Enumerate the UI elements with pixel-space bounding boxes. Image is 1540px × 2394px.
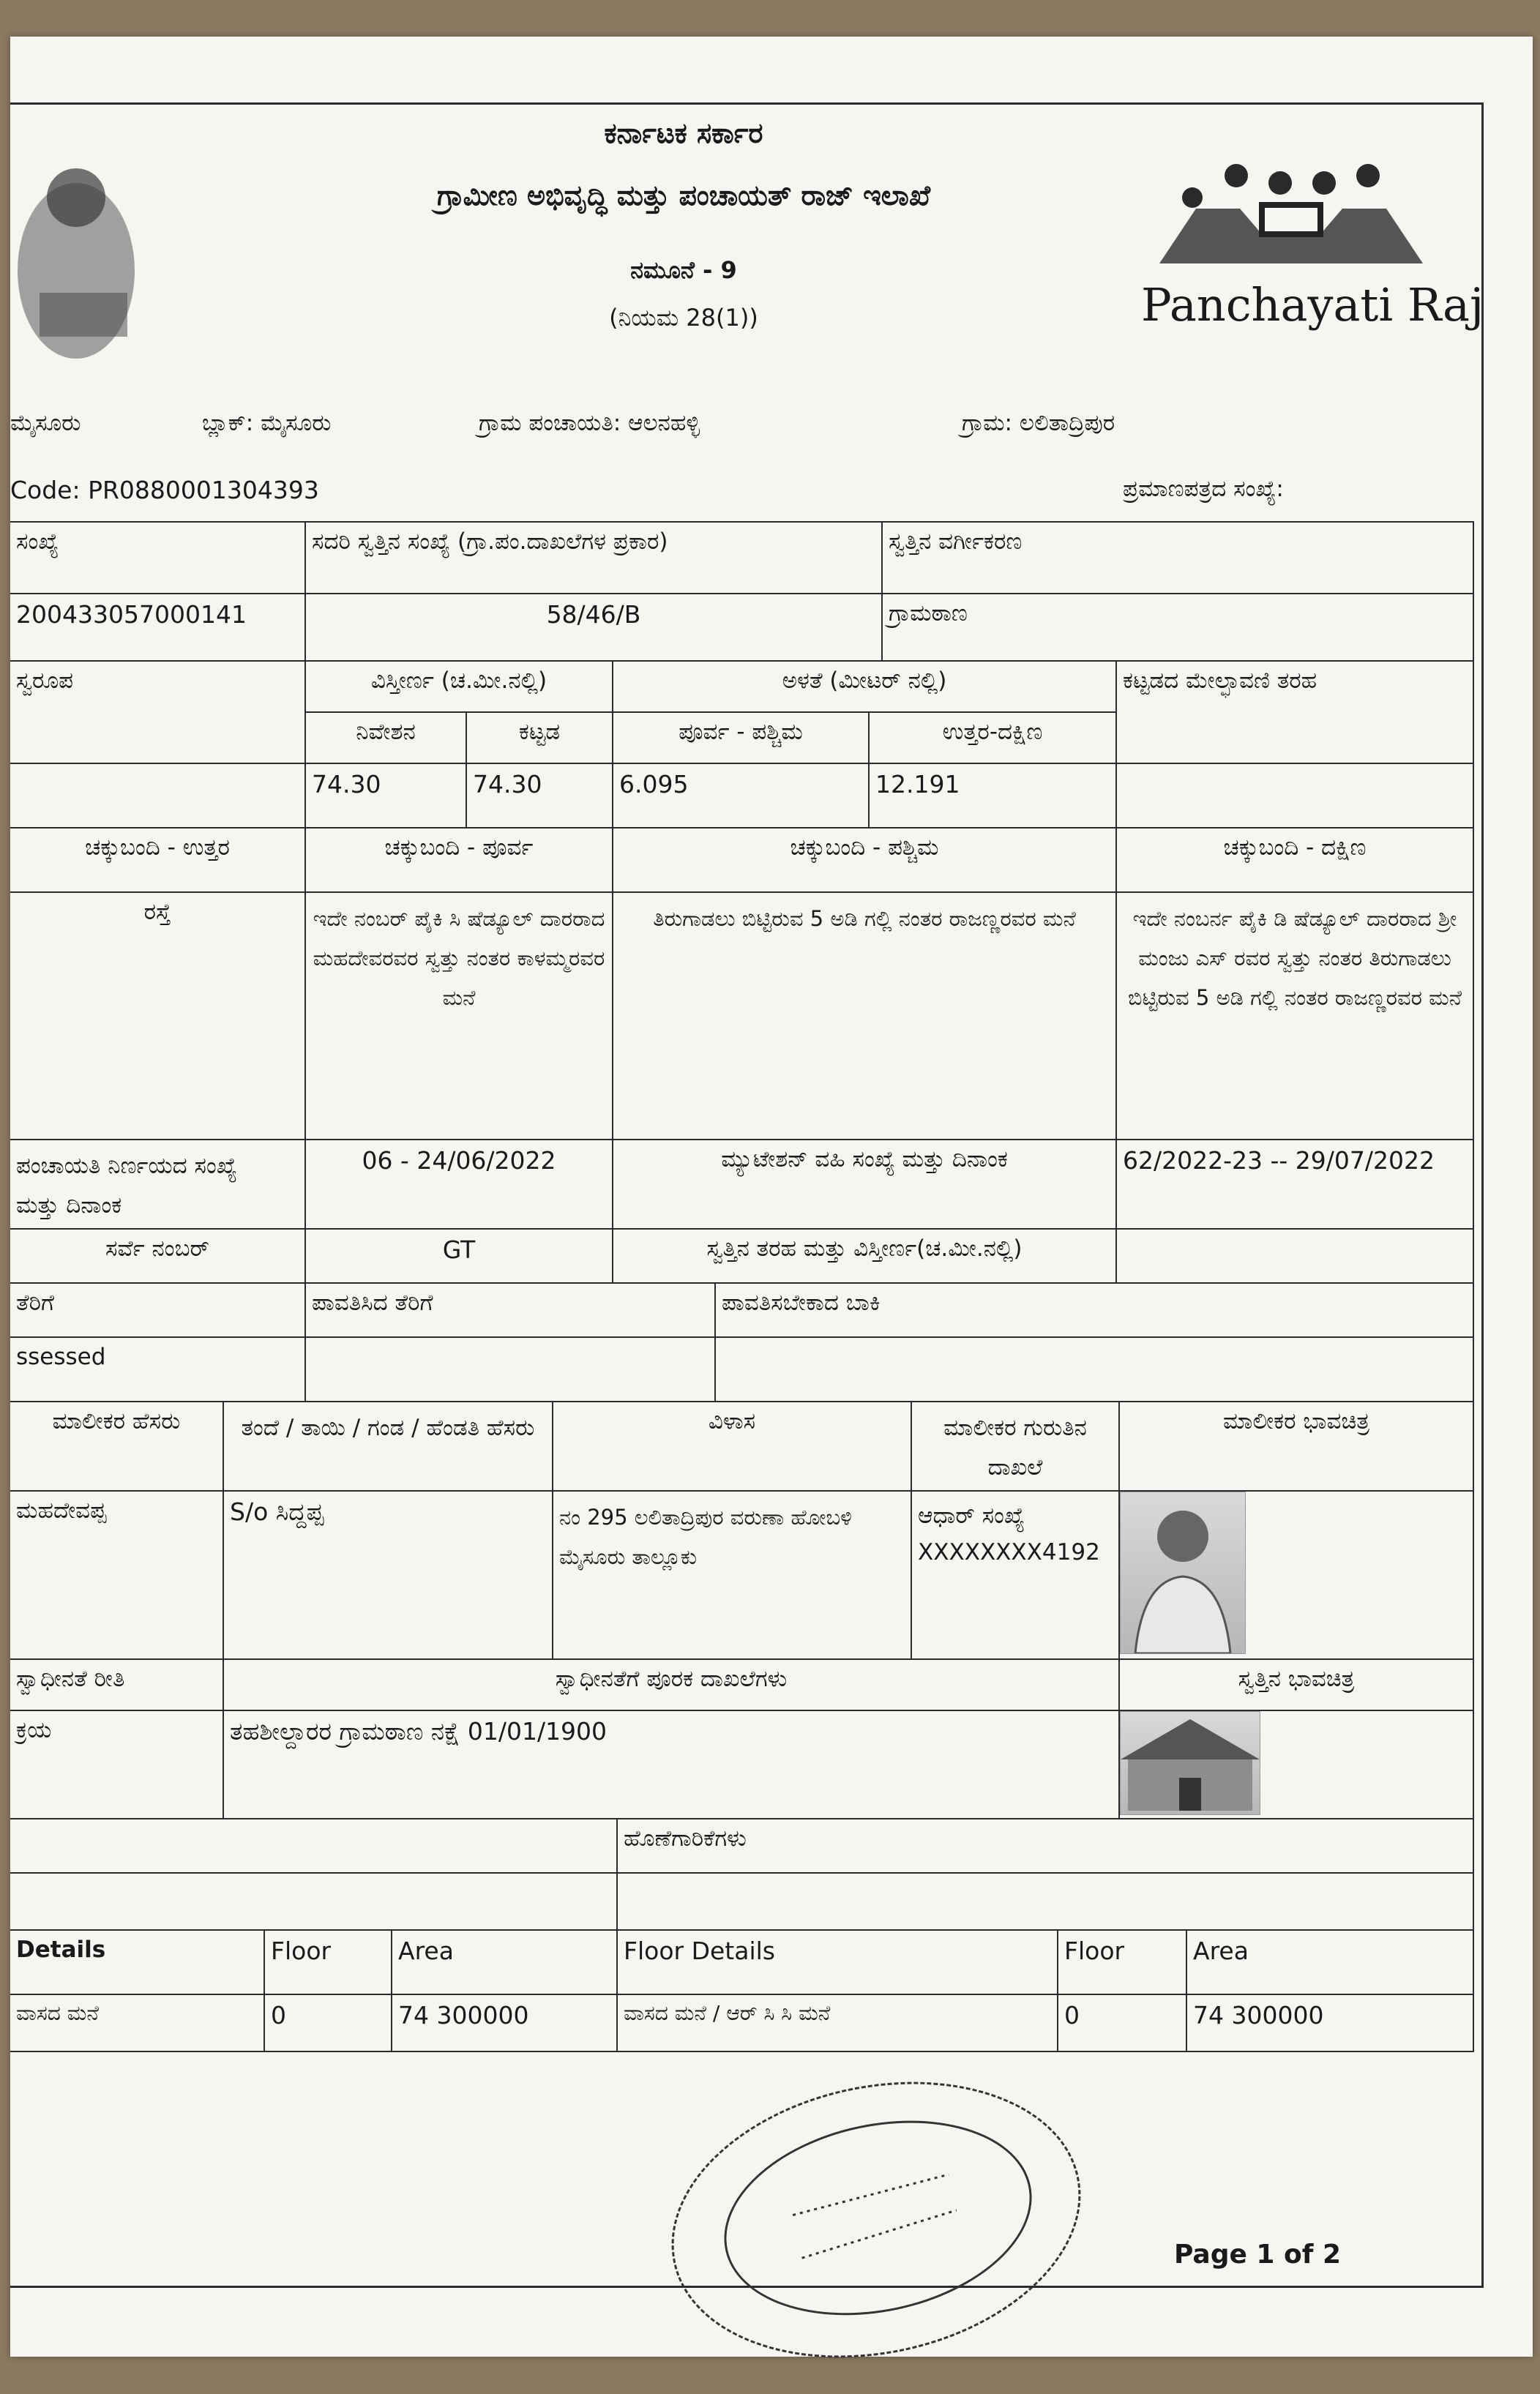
survey-label: ಸರ್ವೆ ನಂಬರ್ bbox=[10, 1228, 306, 1284]
owner-address-label: ವಿಳಾಸ bbox=[552, 1401, 912, 1492]
north-south-label: ಉತ್ತರ-ದಕ್ಷಿಣ bbox=[868, 711, 1117, 764]
house-icon bbox=[1121, 1712, 1260, 1814]
property-photo-label: ಸ್ವತ್ತಿನ ಭಾವಚಿತ್ರ bbox=[1118, 1658, 1474, 1711]
resolution-label-line-2: ಮತ್ತು ದಿನಾಂಕ bbox=[16, 1192, 122, 1219]
right-floor-value: 0 bbox=[1057, 1994, 1187, 2052]
right-floor-detail: ವಾಸದ ಮನೆ / ಆರ್ ಸಿ ಸಿ ಮನೆ bbox=[616, 1994, 1058, 2052]
possession-docs-label: ಸ್ವಾಧೀನತೆಗೆ ಪೂರಕ ದಾಖಲೆಗಳು bbox=[223, 1658, 1120, 1711]
liabilities-left-value bbox=[10, 1872, 618, 1931]
panchayati-raj-logo-icon bbox=[1152, 154, 1430, 263]
panchayat-code: Code: PR0880001304393 bbox=[10, 476, 319, 504]
left-area-value: 74 300000 bbox=[391, 1994, 618, 2052]
boundary-north-value: ರಸ್ತೆ bbox=[10, 891, 306, 1140]
gram-panchayat: ಗ್ರಾಮ ಪಂಚಾಯತಿ: ಆಲನಹಳ್ಳಿ bbox=[479, 410, 700, 436]
tax-due-value bbox=[714, 1336, 1474, 1402]
left-floor-detail: ವಾಸದ ಮನೆ bbox=[10, 1994, 265, 2052]
left-floor-value: 0 bbox=[263, 1994, 392, 2052]
mutation-label: ಮ್ಯುಟೇಶನ್ ವಹಿ ಸಂಖ್ಯೆ ಮತ್ತು ದಿನಾಂಕ bbox=[612, 1139, 1117, 1230]
right-area-value: 74 300000 bbox=[1186, 1994, 1474, 2052]
property-number-label: ಸದರಿ ಸ್ವತ್ತಿನ ಸಂಖ್ಯೆ (ಗ್ರಾ.ಪಂ.ದಾಖಲೆಗಳ ಪ್ರಕಾರ) bbox=[304, 521, 883, 594]
boundary-east-label: ಚಕ್ಕುಬಂದಿ - ಪೂರ್ವ bbox=[304, 827, 613, 893]
tax-paid-label: ಪಾವತಿಸಿದ ತೆರಿಗೆ bbox=[304, 1282, 716, 1338]
boundary-south-label: ಚಕ್ಕುಬಂದಿ - ದಕ್ಷಿಣ bbox=[1115, 827, 1474, 893]
person-icon bbox=[1121, 1492, 1245, 1653]
certificate-number-label: ಪ್ರಮಾಣಪತ್ರದ ಸಂಖ್ಯೆ: bbox=[1123, 476, 1284, 502]
right-area-header: Area bbox=[1186, 1929, 1474, 1995]
property-photo-cell bbox=[1118, 1710, 1474, 1819]
survey-value: GT bbox=[304, 1228, 613, 1284]
owner-name: ಮಹದೇವಪ್ಪ bbox=[10, 1490, 224, 1660]
dimensions-value-spacer bbox=[10, 763, 306, 828]
property-type-value bbox=[1115, 1228, 1474, 1284]
liabilities-spacer bbox=[10, 1818, 618, 1874]
logo-text: Panchayati Raj bbox=[1141, 278, 1484, 332]
property-id-value: 200433057000141 bbox=[10, 593, 306, 662]
mutation-value: 62/2022-23 -- 29/07/2022 bbox=[1115, 1139, 1474, 1230]
boundary-west-label: ಚಕ್ಕುಬಂದಿ - ಪಶ್ಚಿಮ bbox=[612, 827, 1117, 893]
boundary-north-label: ಚಕ್ಕುಬಂದಿ - ಉತ್ತರ bbox=[10, 827, 306, 893]
resolution-value: 06 - 24/06/2022 bbox=[304, 1139, 613, 1230]
owner-photo bbox=[1120, 1492, 1246, 1654]
site-area-value: 74.30 bbox=[304, 763, 467, 828]
building-area-label: ಕಟ್ಟಡ bbox=[466, 711, 613, 764]
property-type-label: ಸ್ವತ್ತಿನ ತರಹ ಮತ್ತು ವಿಸ್ತೀರ್ಣ(ಚ.ಮೀ.ನಲ್ಲಿ) bbox=[612, 1228, 1117, 1284]
owner-address: ನಂ 295 ಲಲಿತಾದ್ರಿಪುರ ವರುಣಾ ಹೋಬಳಿ ಮೈಸೂರು ತಾಲ್ಲೂಕು bbox=[552, 1490, 912, 1660]
karnataka-emblem-icon bbox=[10, 117, 179, 381]
tax-assessed: ssessed bbox=[10, 1336, 306, 1402]
right-floor-header: Floor bbox=[1057, 1929, 1187, 1995]
resolution-label bbox=[10, 1139, 306, 1230]
property-class-label: ಸ್ವತ್ತಿನ ವರ್ಗೀಕರಣ bbox=[881, 521, 1474, 594]
possession-mode-value: ಕ್ರಯ bbox=[10, 1710, 224, 1819]
site-area-label: ನಿವೇಶನ bbox=[304, 711, 467, 764]
north-south-value: 12.191 bbox=[868, 763, 1117, 828]
boundary-east-value: ಇದೇ ನಂಬರ್ ಪೈಕಿ ಸಿ ಷೆಡ್ಯೂಲ್ ದಾರರಾದ ಮಹದೇವರವರ ಸ್ವತ್ತು ನಂತರ ಕಾಳಮ್ಮರವರ ಮನೆ bbox=[304, 891, 613, 1140]
possession-mode-label: ಸ್ವಾಧೀನತೆ ರೀತಿ bbox=[10, 1658, 224, 1711]
owner-photo-cell bbox=[1118, 1490, 1474, 1660]
owner-id-type: ಆಧಾರ್ ಸಂಖ್ಯೆ bbox=[918, 1503, 1025, 1529]
govt-title: ಕರ್ನಾಟಕ ಸರ್ಕಾರ bbox=[604, 117, 763, 149]
liabilities-value bbox=[616, 1872, 1474, 1931]
property-id-label: ಸಂಖ್ಯೆ bbox=[10, 521, 306, 594]
property-photo bbox=[1120, 1711, 1260, 1815]
owner-relation-label: ತಂದೆ / ತಾಯಿ / ಗಂಡ / ಹೆಂಡತಿ ಹೆಸರು bbox=[223, 1401, 553, 1492]
department-title: ಗ್ರಾಮೀಣ ಅಭಿವೃದ್ಧಿ ಮತ್ತು ಪಂಚಾಯತ್ ರಾಜ್ ಇಲಾಖೆ bbox=[436, 179, 931, 212]
east-west-label: ಪೂರ್ವ - ಪಶ್ಚಿಮ bbox=[612, 711, 870, 764]
building-area-value: 74.30 bbox=[466, 763, 613, 828]
owner-id-cell bbox=[911, 1490, 1120, 1660]
left-area-header: Area bbox=[391, 1929, 618, 1995]
village: ಗ್ರಾಮ: ಲಲಿತಾದ್ರಿಪುರ bbox=[962, 410, 1115, 436]
tax-label: ತೆರಿಗೆ bbox=[10, 1282, 306, 1338]
district: ಮೈಸೂರು bbox=[10, 410, 81, 436]
boundary-south-value: ಇದೇ ನಂಬರ್ನ ಪೈಕಿ ಡಿ ಷೆಡ್ಯೂಲ್ ದಾರರಾದ ಶ್ರೀ ಮಂಜು ಎಸ್ ರವರ ಸ್ವತ್ತು ನಂತರ ತಿರುಗಾಡಲು ಬಿಟ್ಟಿರುವ 5 ಅಡಿ ಗಲ್ಲಿ ನಂತರ ರಾಜಣ್ಣರವರ ಮನೆ bbox=[1115, 891, 1474, 1140]
form-number: ನಮೂನೆ - 9 bbox=[630, 256, 737, 284]
property-number-value: 58/46/B bbox=[304, 593, 883, 662]
roof-type-label: ಕಟ್ಟಡದ ಮೇಲ್ಛಾವಣಿ ತರಹ bbox=[1115, 660, 1474, 764]
owner-id-number: XXXXXXXX4192 bbox=[918, 1539, 1100, 1566]
owner-photo-label: ಮಾಲೀಕರ ಭಾವಚಿತ್ರ bbox=[1118, 1401, 1474, 1492]
taluk: ಬ್ಲಾಕ್: ಮೈಸೂರು bbox=[202, 410, 332, 436]
owner-id-label: ಮಾಲೀಕರ ಗುರುತಿನ ದಾಖಲೆ bbox=[911, 1401, 1120, 1492]
floor-details-header: Floor Details bbox=[616, 1929, 1058, 1995]
resolution-label-line-1: ಪಂಚಾಯತಿ ನಿರ್ಣಯದ ಸಂಖ್ಯೆ bbox=[16, 1153, 237, 1179]
extent-label: ವಿಸ್ತೀರ್ಣ (ಚ.ಮೀ.ನಲ್ಲಿ) bbox=[304, 660, 613, 713]
liabilities-label: ಹೊಣೆಗಾರಿಕೆಗಳು bbox=[616, 1818, 1474, 1874]
tax-paid-value bbox=[304, 1336, 716, 1402]
tax-due-label: ಪಾವತಿಸಬೇಕಾದ ಬಾಕಿ bbox=[714, 1282, 1474, 1338]
document-page bbox=[10, 37, 1533, 2357]
east-west-value: 6.095 bbox=[612, 763, 870, 828]
owner-name-label: ಮಾಲೀಕರ ಹೆಸರು bbox=[10, 1401, 224, 1492]
page-number: Page 1 of 2 bbox=[1174, 2240, 1341, 2270]
owner-relation: S/o ಸಿದ್ದಪ್ಪ bbox=[223, 1490, 553, 1660]
property-class-value: ಗ್ರಾಮಠಾಣ bbox=[881, 593, 1474, 662]
boundary-west-value: ತಿರುಗಾಡಲು ಬಿಟ್ಟಿರುವ 5 ಅಡಿ ಗಲ್ಲಿ ನಂತರ ರಾಜಣ್ಣರವರ ಮನೆ bbox=[612, 891, 1117, 1140]
roof-type-value bbox=[1115, 763, 1474, 828]
measurement-label: ಅಳತೆ (ಮೀಟರ್ ನಲ್ಲಿ) bbox=[612, 660, 1117, 713]
dimensions-row-label: ಸ್ವರೂಪ bbox=[10, 660, 306, 764]
rule-number: (ನಿಯಮ 28(1)) bbox=[609, 304, 758, 332]
floor-details-section-label: Details bbox=[10, 1929, 265, 1995]
left-floor-header: Floor bbox=[263, 1929, 392, 1995]
possession-docs-value: ತಹಶೀಲ್ದಾರರ ಗ್ರಾಮಠಾಣ ನಕ್ಷೆ 01/01/1900 bbox=[223, 1710, 1120, 1819]
